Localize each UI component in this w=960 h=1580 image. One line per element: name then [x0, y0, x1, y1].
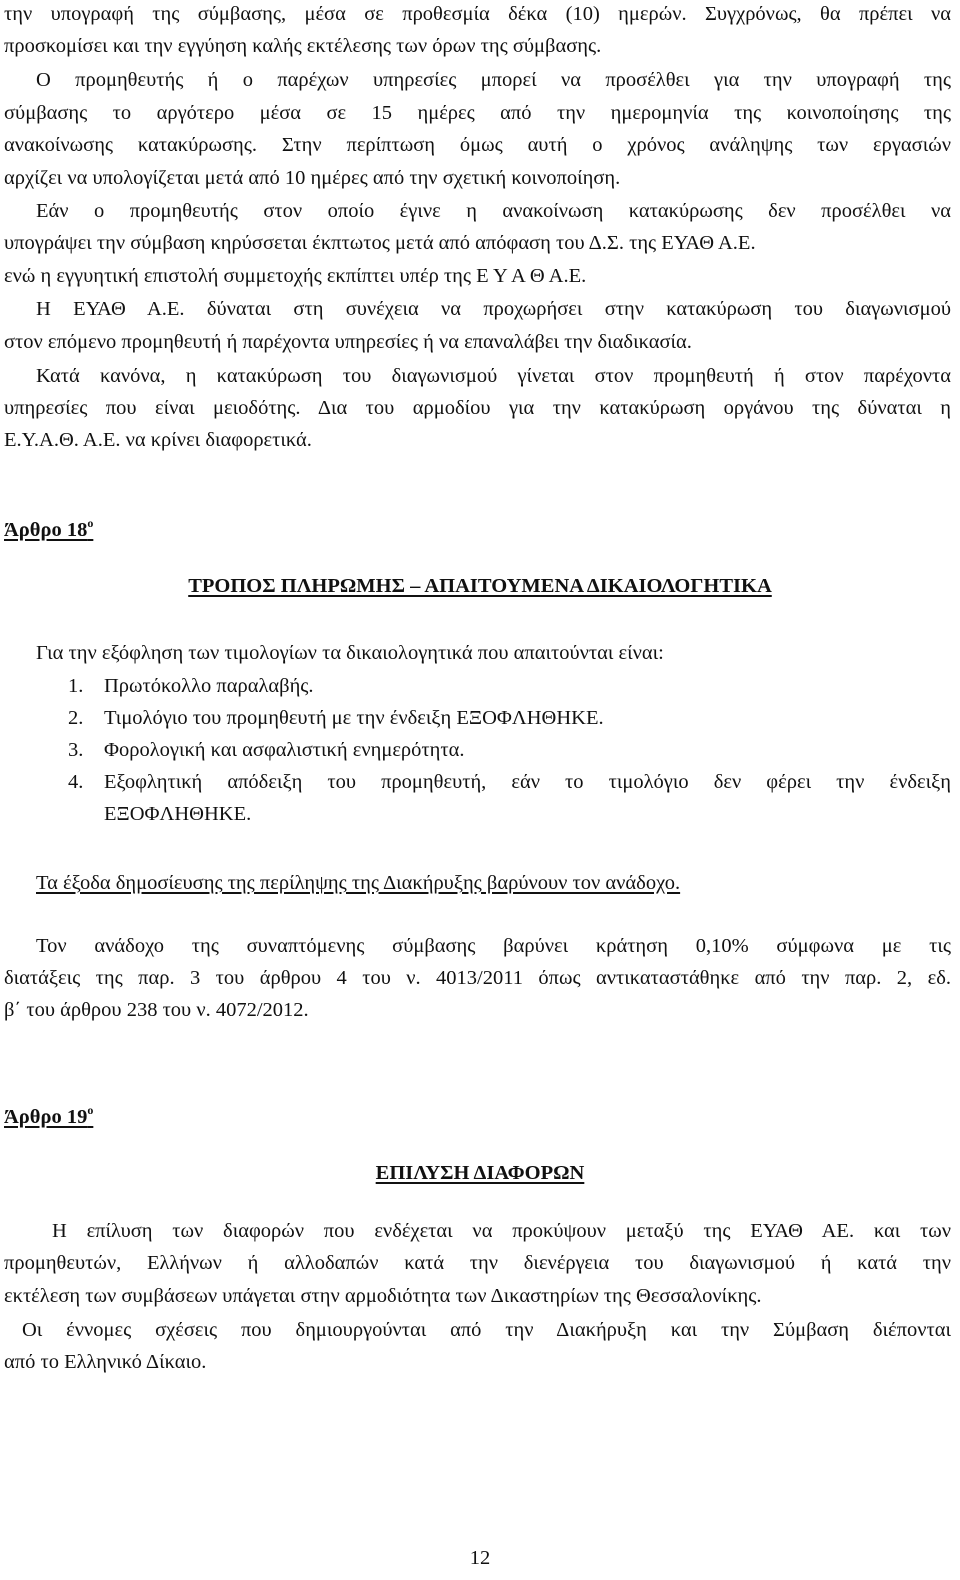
- article-19-title: ΕΠΙΛΥΣΗ ΔΙΑΦΟΡΩΝ: [375, 1162, 585, 1184]
- article-18-label: Άρθρο 18: [4, 519, 88, 541]
- paragraph-line: προμηθευτών, Ελλήνων ή αλλοδαπών κατά την διενέργεια του διαγωνισμού ή κατά την: [4, 1252, 951, 1274]
- article-19-heading: [4, 1105, 951, 1129]
- paragraph-line: εκτέλεση των συμβάσεων υπάγεται στην αρμοδιότητα των Δικαστηρίων της Θεσσαλονίκης.: [4, 1285, 762, 1307]
- article-18-intro: Για την εξόφληση των τιμολογίων τα δικαιολογητικά που απαιτούνται είναι:: [36, 642, 664, 664]
- paragraph-line: Ε.Υ.Α.Θ. Α.Ε. να κρίνει διαφορετικά.: [4, 429, 312, 451]
- page-number: 12: [469, 1547, 491, 1569]
- paragraph-line: την υπογραφή της σύμβασης, μέσα σε προθεσμία δέκα (10) ημερών. Συγχρόνως, θα πρέπει να: [4, 3, 951, 25]
- list-item-text: Πρωτόκολλο παραλαβής.: [104, 675, 314, 697]
- paragraph-line: διατάξεις της παρ. 3 του άρθρου 4 του ν. 4013/2011 όπως αντικαταστάθηκε από την παρ. 2, εδ.: [4, 967, 951, 989]
- paragraph-line: Οι έννομες σχέσεις που δημιουργούνται από την Διακήρυξη και την Σύμβαση διέπονται: [22, 1319, 951, 1341]
- paragraph-line: αρχίζει να υπολογίζεται μετά από 10 ημέρες από την σχετική κοινοποίηση.: [4, 167, 621, 189]
- paragraph-line: σύμβασης το αργότερο μέσα σε 15 ημέρες από την ημερομηνία της κοινοποίησης της: [4, 102, 951, 124]
- paragraph-line: ενώ η εγγυητική επιστολή συμμετοχής εκπίπτει υπέρ της Ε Υ Α Θ Α.Ε.: [4, 265, 587, 287]
- paragraph-line: Η επίλυση των διαφορών που ενδέχεται να προκύψουν μεταξύ της ΕΥΑΘ ΑΕ. και των: [52, 1220, 951, 1242]
- list-item-text: Εξοφλητική απόδειξη του προμηθευτή, εάν το τιμολόγιο δεν φέρει την ένδειξη: [104, 771, 951, 793]
- list-item-text: Τιμολόγιο του προμηθευτή με την ένδειξη ΕΞΟΦΛΗΘΗΚΕ.: [104, 707, 604, 729]
- article-19-ordinal: ο: [87, 1103, 94, 1117]
- article-18-ordinal: ο: [87, 516, 94, 530]
- paragraph-line: στον επόμενο προμηθευτή ή παρέχοντα υπηρεσίες ή να επαναλάβει την διαδικασία.: [4, 331, 692, 353]
- publication-costs-note: Τα έξοδα δημοσίευσης της περίληψης της Διακήρυξης βαρύνουν τον ανάδοχο.: [36, 872, 681, 894]
- article-18-heading: [4, 518, 951, 542]
- list-item-number: 2.: [68, 707, 84, 729]
- paragraph-line: β΄ του άρθρου 238 του ν. 4072/2012.: [4, 999, 309, 1021]
- paragraph-line: προσκομίσει και την εγγύηση καλής εκτέλεσης των όρων της σύμβασης.: [4, 35, 602, 57]
- list-item-number: 3.: [68, 739, 84, 761]
- list-item-number: 1.: [68, 675, 84, 697]
- paragraph-line: υπογράψει την σύμβαση κηρύσσεται έκπτωτος μετά από απόφαση του Δ.Σ. της ΕΥΑΘ Α.Ε.: [4, 232, 756, 254]
- paragraph-line: Ο προμηθευτής ή ο παρέχων υπηρεσίες μπορεί να προσέλθει για την υπογραφή της: [36, 69, 951, 91]
- paragraph-line: ανακοίνωσης κατακύρωσης. Στην περίπτωση όμως αυτή ο χρόνος ανάληψης των εργασιών: [4, 134, 951, 156]
- list-item-number: 4.: [68, 771, 84, 793]
- article-19-label: Άρθρο 19: [4, 1106, 88, 1128]
- list-item-text: Φορολογική και ασφαλιστική ενημερότητα.: [104, 739, 465, 761]
- paragraph-line: Τον ανάδοχο της συναπτόμενης σύμβασης βαρύνει κράτηση 0,10% σύμφωνα με τις: [36, 935, 951, 957]
- paragraph-line: Η ΕΥΑΘ Α.Ε. δύναται στη συνέχεια να προχωρήσει στην κατακύρωση του διαγωνισμού: [36, 298, 951, 320]
- paragraph-line: από το Ελληνικό Δίκαιο.: [4, 1351, 207, 1373]
- paragraph-line: Εάν ο προμηθευτής στον οποίο έγινε η ανακοίνωση κατακύρωσης δεν προσέλθει να: [36, 200, 951, 222]
- list-item-continuation: ΕΞΟΦΛΗΘΗΚΕ.: [104, 803, 252, 825]
- paragraph-line: Κατά κανόνα, η κατακύρωση του διαγωνισμού γίνεται στον προμηθευτή ή στον παρέχοντα: [36, 365, 951, 387]
- article-18-title: ΤΡΟΠΟΣ ΠΛΗΡΩΜΗΣ – ΑΠΑΙΤΟΥΜΕΝΑ ΔΙΚΑΙΟΛΟΓΗΤΙΚΑ: [188, 575, 772, 597]
- paragraph-line: υπηρεσίες που είναι μειοδότης. Δια του αρμοδίου για την κατακύρωση οργάνου της δύναται η: [4, 397, 951, 419]
